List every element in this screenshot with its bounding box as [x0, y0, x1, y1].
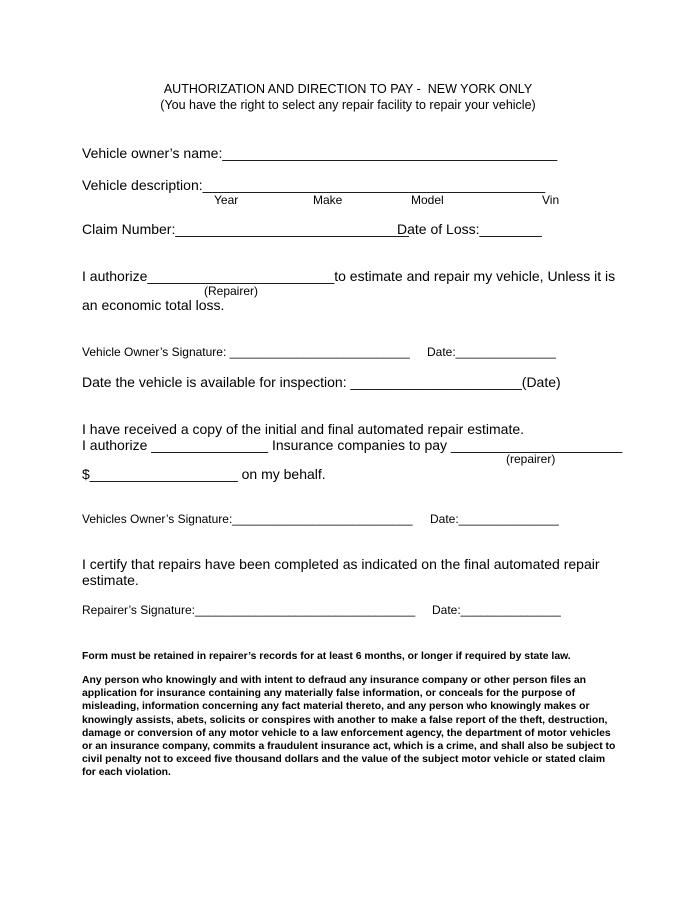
claim-number-field[interactable]: Claim Number:______________________________ — [82, 221, 409, 237]
amount-field[interactable]: $___________________ on my behalf. — [82, 466, 326, 482]
repairer-caption: (Repairer) — [204, 284, 259, 298]
owner-signature-field[interactable]: Vehicle Owner’s Signature: ___________________________ — [82, 345, 410, 359]
authorize-payment-line[interactable]: I authorize _______________ Insurance companies to pay ______________________ — [82, 437, 623, 453]
owner-signature-date-field-2[interactable]: Date:_______________ — [430, 512, 559, 526]
vehicle-description-field[interactable]: Vehicle description:____________________________________________ — [82, 177, 546, 193]
inspection-date-field[interactable]: Date the vehicle is available for inspection: ______________________(Date) — [82, 374, 561, 390]
total-loss-text: an economic total loss. — [82, 297, 225, 313]
received-copy-text: I have received a copy of the initial and final automated repair estimate. — [82, 421, 525, 437]
authorize-repair-line[interactable]: I authorize________________________to estimate and repair my vehicle, Unless it is — [82, 268, 616, 284]
form-subtitle: (You have the right to select any repair facility to repair your vehicle) — [160, 98, 536, 112]
fraud-warning: Any person who knowingly and with intent to defraud any insurance company or other person files an application for insurance containing any materially false information, or conceals for the purpose of misleading, information concerning any fact material thereto, and any person who knowingly makes or knowingly assists, abets, solicits or conspires with another to make a false report of the theft, destruction, damage or conversion of any motor vehicle to a law enforcement agency, the department of motor vehicles or an insurance company, commits a fraudulent insurance act, which is a crime, and shall also be subject to civil penalty not to exceed five thousand dollars and the value of the subject motor vehicle or stated claim for each violation. — [82, 675, 616, 779]
vin-caption: Vin — [542, 193, 560, 207]
repairer-signature-date-field[interactable]: Date:_______________ — [432, 603, 561, 617]
owner-signature-field-2[interactable]: Vehicles Owner’s Signature:___________________________ — [82, 512, 413, 526]
owner-signature-date-field[interactable]: Date:_______________ — [427, 345, 556, 359]
certify-text: I certify that repairs have been completed as indicated on the final automated repair estimate. — [82, 556, 600, 588]
year-caption: Year — [214, 193, 239, 207]
make-caption: Make — [313, 193, 343, 207]
repairer-caption-payment: (repairer) — [506, 452, 556, 466]
repairer-signature-field[interactable]: Repairer’s Signature:_________________________________ — [82, 603, 416, 617]
model-caption: Model — [411, 193, 444, 207]
retention-notice: Form must be retained in repairer’s records for at least 6 months, or longer if required by state law. — [82, 651, 571, 662]
date-of-loss-field[interactable]: Date of Loss:________ — [397, 221, 542, 237]
form-title: AUTHORIZATION AND DIRECTION TO PAY - NEW YORK ONLY — [163, 82, 533, 96]
owner-name-field[interactable]: Vehicle owner’s name:___________________________________________ — [82, 145, 558, 161]
